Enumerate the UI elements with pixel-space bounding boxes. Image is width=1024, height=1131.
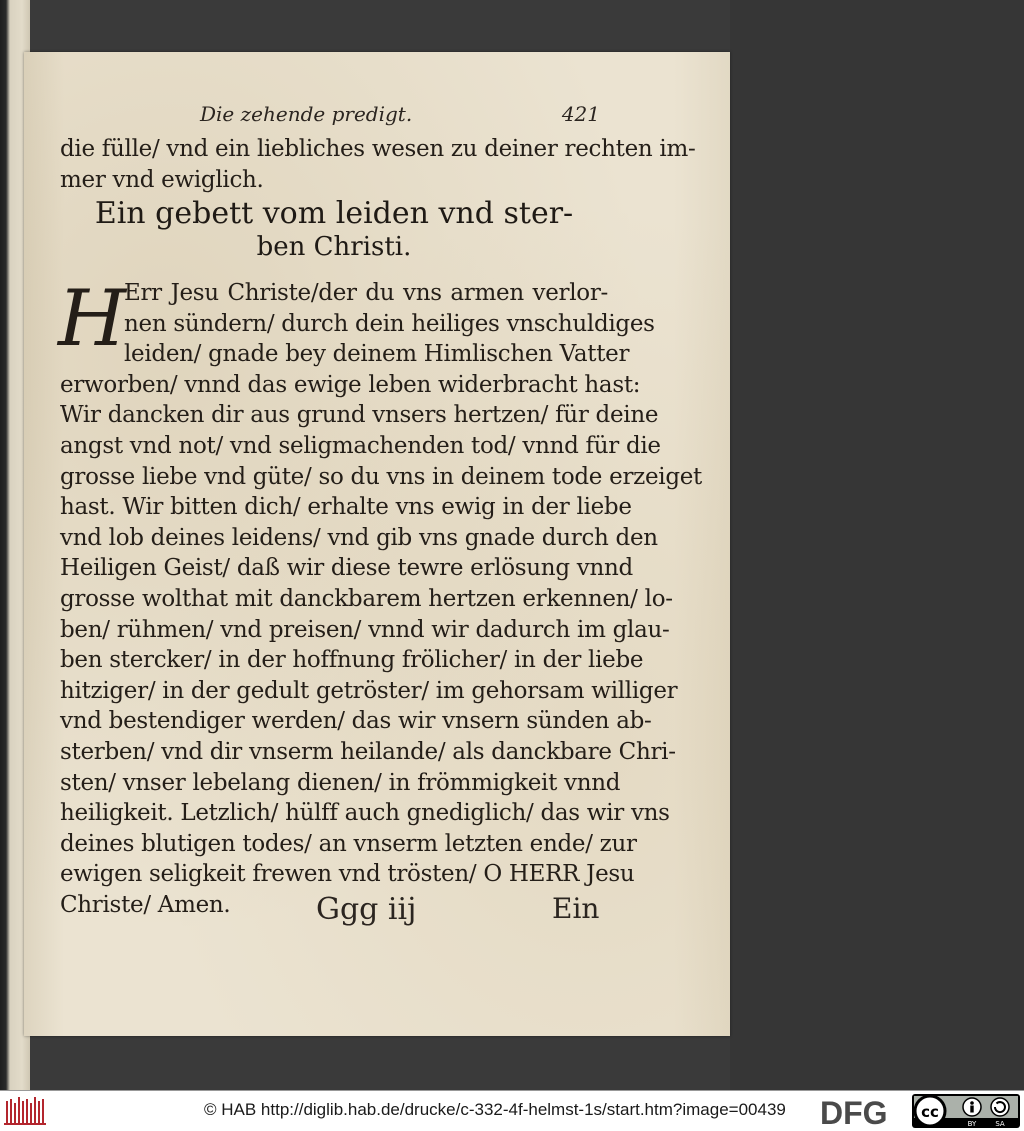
prayer-text (58, 274, 703, 920)
text-line: vnd bestendiger werden/ das wir vnsern sünden ab- (60, 708, 652, 735)
running-title: Die zehende predigt. (200, 102, 413, 126)
prayer-heading-cont: ben Christi. (256, 232, 412, 262)
catchword: Ein (552, 892, 600, 925)
dfg-logo-icon[interactable] (818, 1094, 910, 1131)
text-line: nen sündern/ durch dein heiliges vnschuldiges (124, 310, 655, 337)
dfg-logo-text: DFG (820, 1095, 888, 1131)
text-line: Err Jesu Christe/der du vns armen verlor- (124, 280, 608, 306)
text-line: Wir dancken dir aus grund vnsers hertzen/ für deine (60, 402, 659, 429)
text-line: angst vnd not/ vnd seligmachenden tod/ vnnd für die (60, 432, 661, 459)
prayer-heading: Ein gebett vom leiden vnd ster- (94, 196, 574, 231)
license-label-sa: SA (995, 1120, 1005, 1128)
text-line: die fülle/ vnd ein liebliches wesen zu deiner rechten im- (60, 136, 696, 162)
text-line: ewigen seligkeit frewen vnd trösten/ O HERR Jesu (60, 861, 635, 888)
text-line: ben stercker/ in der hoffnung frölicher/ in der liebe (60, 647, 644, 674)
text-line: grosse liebe vnd güte/ so du vns in deinem tode erzeiget (60, 463, 703, 490)
scan-background (730, 0, 1024, 1090)
text-line: grosse wolthat mit danckbarem hertzen erkennen/ lo- (60, 585, 673, 612)
decorated-initial: H (58, 274, 127, 364)
folio-number: 421 (561, 102, 600, 126)
text-line: erworben/ vnnd das ewige leben widerbracht hast: (60, 371, 641, 398)
text-line: leiden/ gnade bey deinem Himlischen Vatter (124, 341, 630, 368)
cc-by-sa-icon[interactable] (912, 1094, 1020, 1128)
running-header (200, 98, 600, 128)
svg-text:cc: cc (921, 1103, 939, 1121)
signature-mark: Ggg iij (316, 892, 417, 927)
text-line: hitziger/ in der gedult getröster/ im gehorsam williger (60, 677, 678, 704)
hab-logo-icon[interactable] (4, 1095, 46, 1127)
text-line: hast. Wir bitten dich/ erhalte vns ewig in der liebe (60, 494, 632, 521)
text-line: sten/ vnser lebelang dienen/ in frömmigkeit vnnd (60, 769, 621, 796)
text-line: mer vnd ewiglich. (60, 166, 264, 193)
license-label-by: BY (967, 1120, 977, 1128)
text-line: vnd lob deines leidens/ vnd gib vns gnade durch den (60, 524, 658, 551)
text-line: deines blutigen todes/ an vnserm letzten ende/ zur (60, 830, 637, 857)
text-line: sterben/ vnd dir vnserm heilande/ als danckbare Chri- (60, 738, 676, 765)
footer-bar (0, 1090, 1024, 1131)
source-credit-link[interactable]: © HAB http://diglib.hab.de/drucke/c-332-4f-helmst-1s/start.htm?image=00439 (204, 1100, 786, 1119)
text-line: Heiligen Geist/ daß wir diese tewre erlösung vnnd (60, 555, 633, 582)
text-line: heiligkeit. Letzlich/ hülff auch gnediglich/ das wir vns (60, 800, 670, 827)
text-line: Christe/ Amen. (60, 891, 231, 918)
text-line: ben/ rühmen/ vnd preisen/ vnnd wir dadurch im glau- (60, 616, 670, 643)
continued-text (60, 134, 696, 195)
